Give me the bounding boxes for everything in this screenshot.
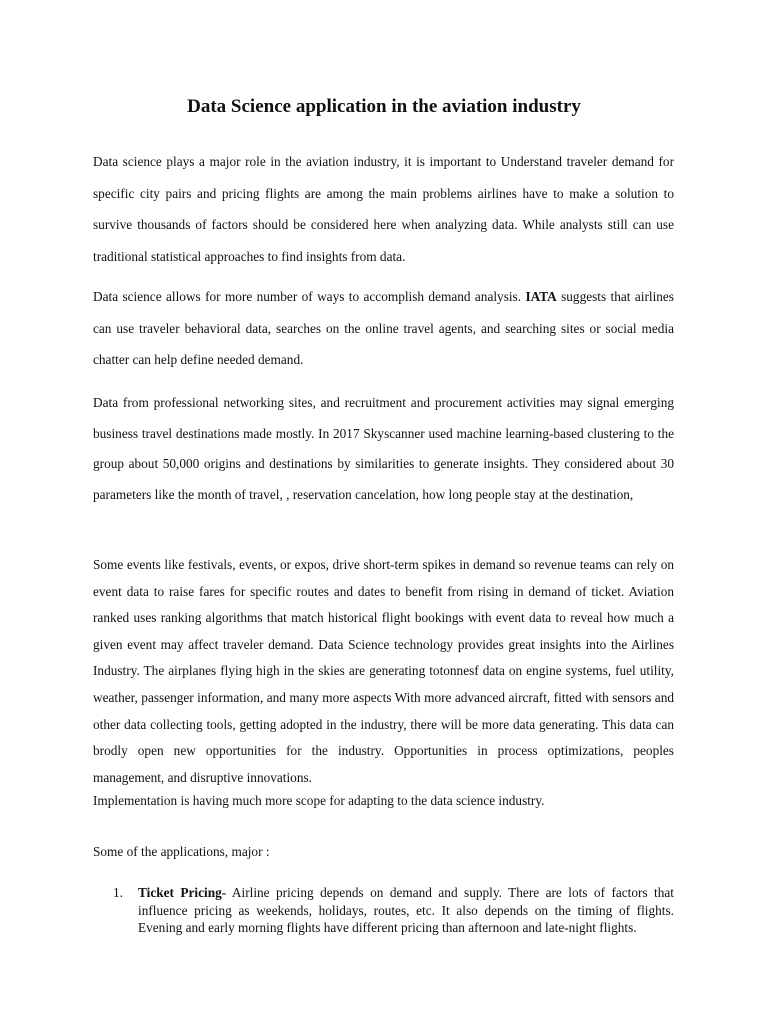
applications-list	[113, 884, 674, 937]
paragraph-events: Some events like festivals, events, or expos, drive short-term spikes in demand so revenue teams can rely on event data to raise fares for specific routes and dates to benefit from rising in demand of ticket. Aviation ranked uses ranking algorithms that match historical flight bookings with event data to reveal how much a given event may affect traveler demand. Data Science technology provides great insights into the Airlines Industry. The airplanes flying high in the skies are generating totonnesf data on engine systems, fuel utility, weather, passenger information, and many more aspects With more advanced aircraft, fitted with sensors and other data collecting tools, getting adopted in the industry, there will be more data generating. This data can brodly open new opportunities for the industry. Opportunities in process optimizations, peoples management, and disruptive innovations.	[93, 557, 674, 785]
paragraph-demand-analysis-text-before: Data science allows for more number of ways to accomplish demand analysis.	[93, 289, 526, 304]
list-item-number: 1.	[113, 885, 123, 900]
paragraph-implementation: Implementation is having much more scope for adapting to the data science industry.	[93, 793, 545, 808]
paragraph-demand-analysis-text-after: suggests that airlines can use traveler behavioral data, searches on the online travel agents, and searching sites or social media chatter can help define needed demand.	[93, 289, 674, 367]
paragraph-intro: Data science plays a major role in the aviation industry, it is important to Understand traveler demand for specific city pairs and pricing flights are among the main problems airlines have to make a solution to survive thousands of factors should be considered here when analyzing data. While analysts still can use traditional statistical approaches to find insights from data.	[93, 154, 674, 264]
list-item-bold-label: Ticket Pricing-	[138, 885, 227, 900]
list-item-text: Airline pricing depends on demand and supply. There are lots of factors that influence pricing as weekends, holidays, routes, etc. It also depends on the timing of flights. Evening and early morning flights have different pricing than afternoon and late-night flights.	[138, 885, 674, 935]
iata-bold-text: IATA	[525, 289, 557, 304]
paragraph-applications-heading: Some of the applications, major :	[93, 844, 270, 859]
document-title: Data Science application in the aviation industry	[187, 96, 581, 117]
paragraph-demand-analysis	[93, 281, 674, 376]
list-item	[113, 884, 674, 937]
paragraph-networking-sites: Data from professional networking sites, and recruitment and procurement activities may signal emerging business travel destinations made mostly. In 2017 Skyscanner used machine learning-based clustering to the group about 50,000 origins and destinations by similarities to generate insights. They considered about 30 parameters like the month of travel, , reservation cancelation, how long people stay at the destination,	[93, 395, 674, 502]
